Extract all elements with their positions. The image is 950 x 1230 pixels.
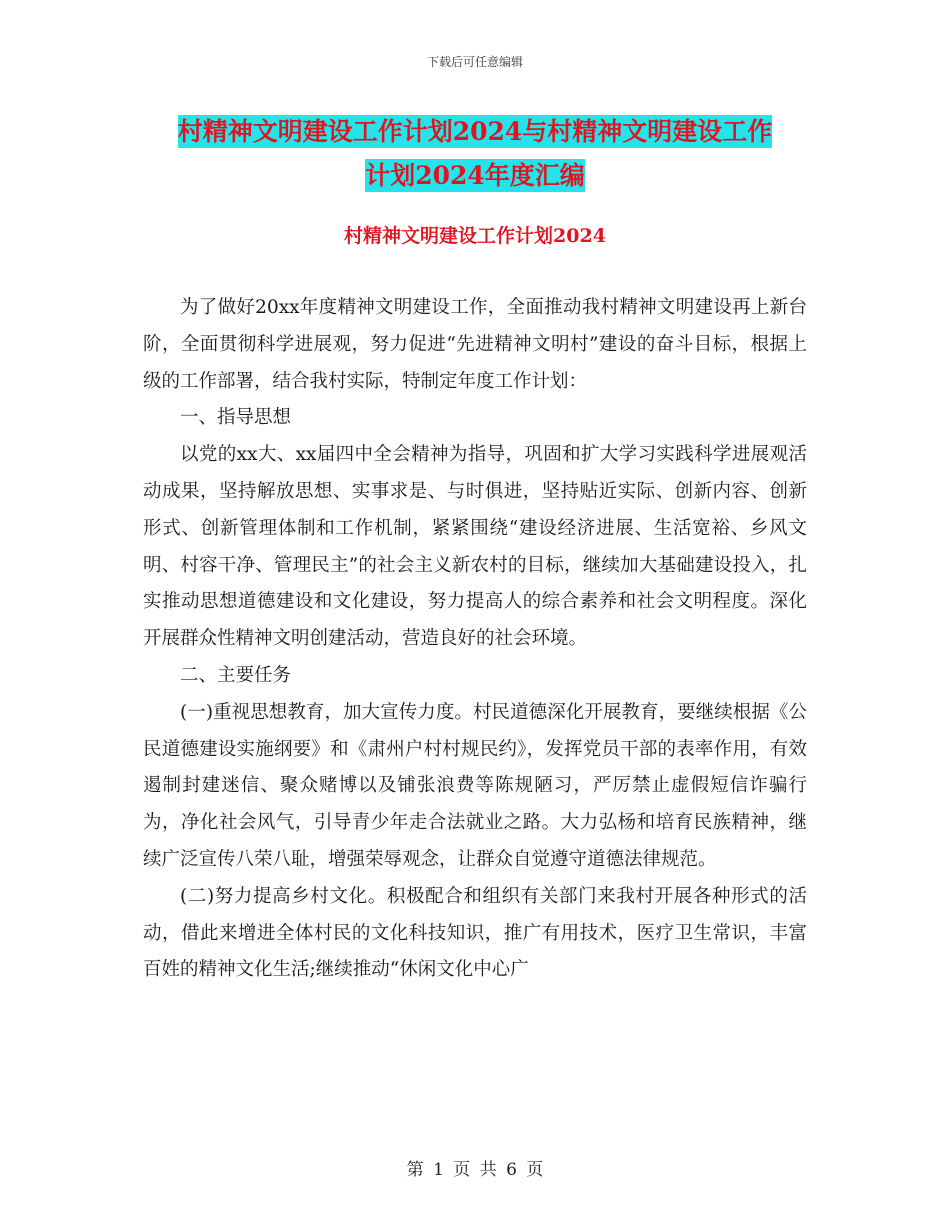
section-subtitle: 村精神文明建设工作计划2024	[344, 225, 606, 247]
paragraph-guiding-thought: 以党的xx大、xx届四中全会精神为指导，巩固和扩大学习实践科学进展观活动成果，坚持解放思想、实事求是、与时俱进，坚持贴近实际、创新内容、创新形式、创新管理体制和工作机制，紧紧围绕“建设经济进展、生活宽裕、乡风文明、村容干净、管理民主”的社会主义新农村的目标，继续加大基础建设投入，扎实推动思想道德建设和文化建设，努力提高人的综合素养和社会文明程度。深化开展群众性精神文明创建活动，营造良好的社会环境。	[143, 444, 807, 650]
paragraph-task-2: (二)努力提高乡村文化。积极配合和组织有关部门来我村开展各种形式的活动，借此来增进全体村民的文化科技知识，推广有用技术，医疗卫生常识，丰富百姓的精神文化生活;继续推动“休闲文化中心广	[143, 885, 807, 981]
heading-main-tasks: 二、主要任务	[180, 664, 292, 686]
paragraph-intro: 为了做好20xx年度精神文明建设工作，全面推动我村精神文明建设再上新台阶，全面贯彻科学进展观，努力促进“先进精神文明村”建设的奋斗目标，根据上级的工作部署，结合我村实际，特制定年度工作计划：	[143, 297, 807, 392]
document-title-line-1	[0, 114, 950, 150]
title-line-2-text: 计划2024年度汇编	[365, 161, 585, 190]
header-note: 下载后可任意编辑	[426, 55, 523, 69]
document-title-line-2	[0, 158, 950, 194]
paragraph-task-1: (一)重视思想教育，加大宣传力度。村民道德深化开展教育，要继续根据《公民道德建设实施纲要》和《肃州户村村规民约》，发挥党员干部的表率作用，有效遏制封建迷信、聚众赌博以及铺张浪费等陈规陋习，严厉禁止虚假短信诈骗行为，净化社会风气，引导青少年走合法就业之路。大力弘杨和培育民族精神，继续广泛宣传八荣八耻，增强荣辱观念，让群众自觉遵守道德法律规范。	[143, 701, 807, 870]
page-footer: 第 1 页 共 6 页	[406, 1160, 544, 1180]
title-line-1-text: 村精神文明建设工作计划2024与村精神文明建设工作	[177, 117, 773, 146]
heading-guiding-thought: 一、指导思想	[180, 407, 292, 429]
body-text	[143, 290, 807, 989]
